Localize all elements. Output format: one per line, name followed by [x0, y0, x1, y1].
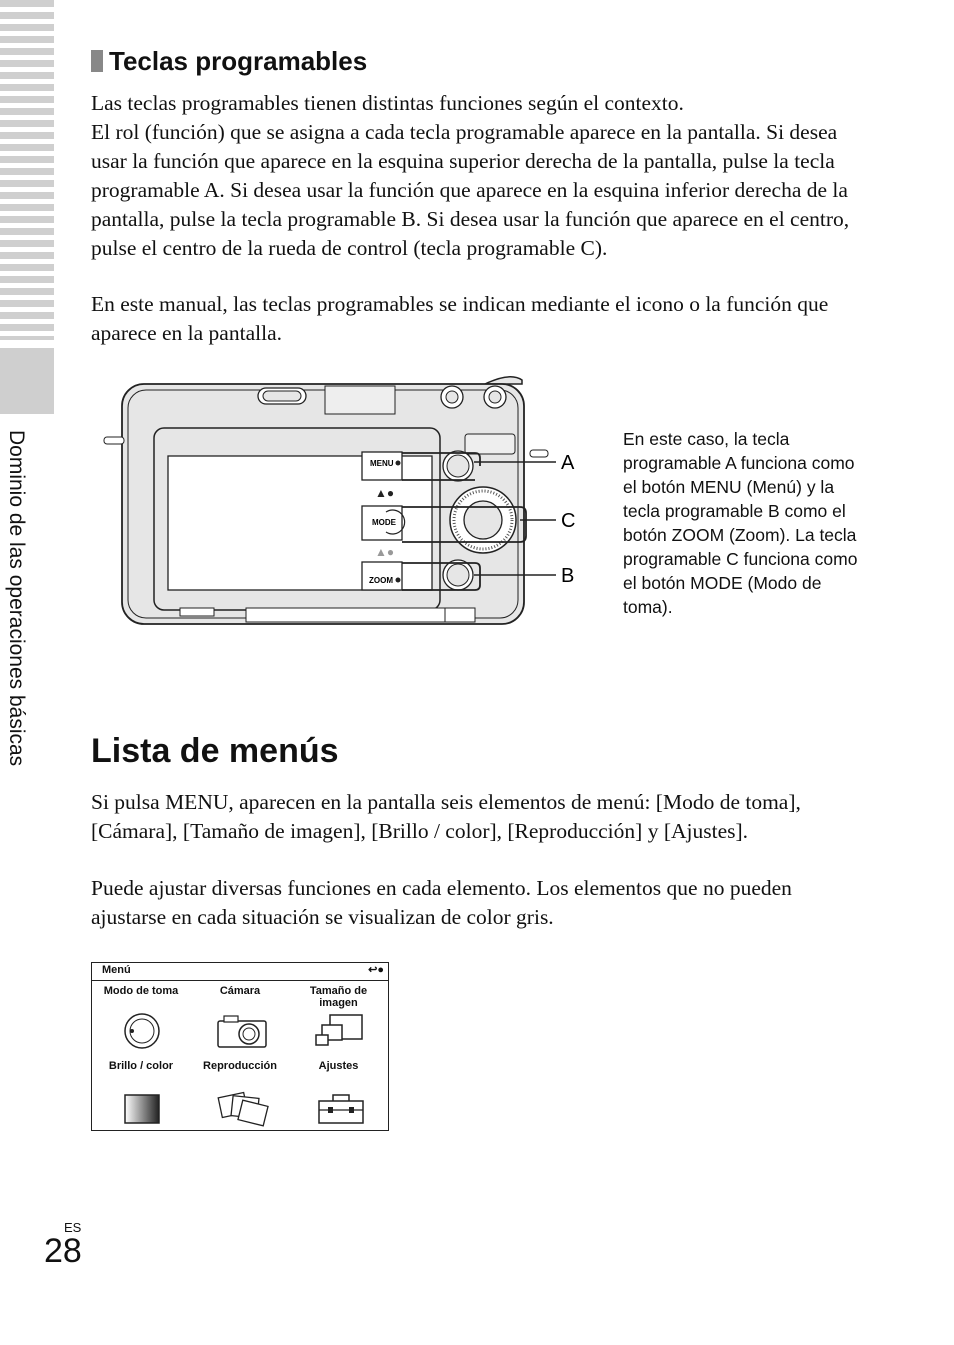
toolbox-icon: [316, 1093, 366, 1125]
menu-item-modo-de-toma: Modo de toma: [103, 985, 179, 997]
image-size-icon: [314, 1013, 364, 1049]
intro-paragraph: Las teclas programables tienen distintas funciones según el contexto.: [91, 91, 684, 115]
return-icon: ↩●: [368, 964, 384, 976]
callout-a: A: [561, 452, 575, 474]
svg-text:▲●: ▲●: [375, 486, 395, 500]
manual-icons-paragraph: En este manual, las teclas programables se indican mediante el icono o la función que aparece en la pantalla.: [91, 292, 829, 345]
menu-item-camara: Cámara: [219, 985, 261, 997]
mode-dial-icon: [122, 1011, 162, 1051]
page-number: 28: [44, 1232, 82, 1270]
menu-item-tamano-de-imagen: Tamaño de imagen: [309, 985, 368, 1009]
callout-c: C: [561, 510, 576, 532]
svg-text:▲●: ▲●: [375, 545, 395, 559]
callout-b: B: [561, 565, 575, 587]
chapter-index-stripes: [0, 0, 54, 340]
camera-icon: [216, 1013, 268, 1049]
screen-zoom-label: ZOOM: [369, 576, 393, 585]
menu-screen-header: [92, 963, 388, 981]
section-heading: Teclas programables: [91, 46, 367, 77]
figure-caption: En este caso, la tecla programable A funciona como el botón MENU (Menú) y la tecla programable B como el botón ZOOM (Zoom). La tecla programable C funciona como el botón MODE (Modo de toma).: [623, 429, 858, 617]
chapter-tab: [0, 348, 54, 414]
language-code: ES: [64, 1220, 82, 1235]
menus-paragraph-1: Si pulsa MENU, aparecen en la pantalla seis elementos de menú: [Modo de toma], [Cámara], [Tamaño de imagen], [Brillo / color], [Reproducción] y [Ajustes].: [91, 790, 801, 843]
chapter-side-label: Dominio de las operaciones básicas: [5, 430, 28, 767]
menus-paragraph-2: Puede ajustar diversas funciones en cada elemento. Los elementos que no pueden ajustarse en cada situación se visualizan de color gris.: [91, 876, 792, 929]
menu-item-ajustes: Ajustes: [318, 1060, 359, 1072]
menu-item-brillo-color: Brillo / color: [108, 1060, 174, 1072]
screen-menu-label: MENU: [370, 459, 394, 468]
brightness-color-icon: [122, 1093, 162, 1125]
heading-marker: [91, 50, 103, 72]
playback-icon: [214, 1089, 270, 1127]
menu-item-reproduccion: Reproducción: [203, 1060, 277, 1072]
camera-back-illustration: [100, 370, 600, 630]
menu-screen-illustration: [91, 962, 389, 1131]
screen-mode-label: MODE: [372, 518, 396, 527]
soft-keys-paragraph: El rol (función) que se asigna a cada tecla programable aparece en la pantalla. Si desea usar la función que aparece en la esquina superior derecha de la pantalla, pulse la tecla programable A. Si desea usar la función que aparece en la esquina inferior derecha de la pantalla, pulse la tecla programable B. Si desea usar la función que aparece en el centro, pulse el centro de la rueda de control (tecla programable C).: [91, 120, 850, 260]
menu-screen-title: Menú: [102, 964, 131, 976]
menus-heading: Lista de menús: [91, 732, 339, 770]
